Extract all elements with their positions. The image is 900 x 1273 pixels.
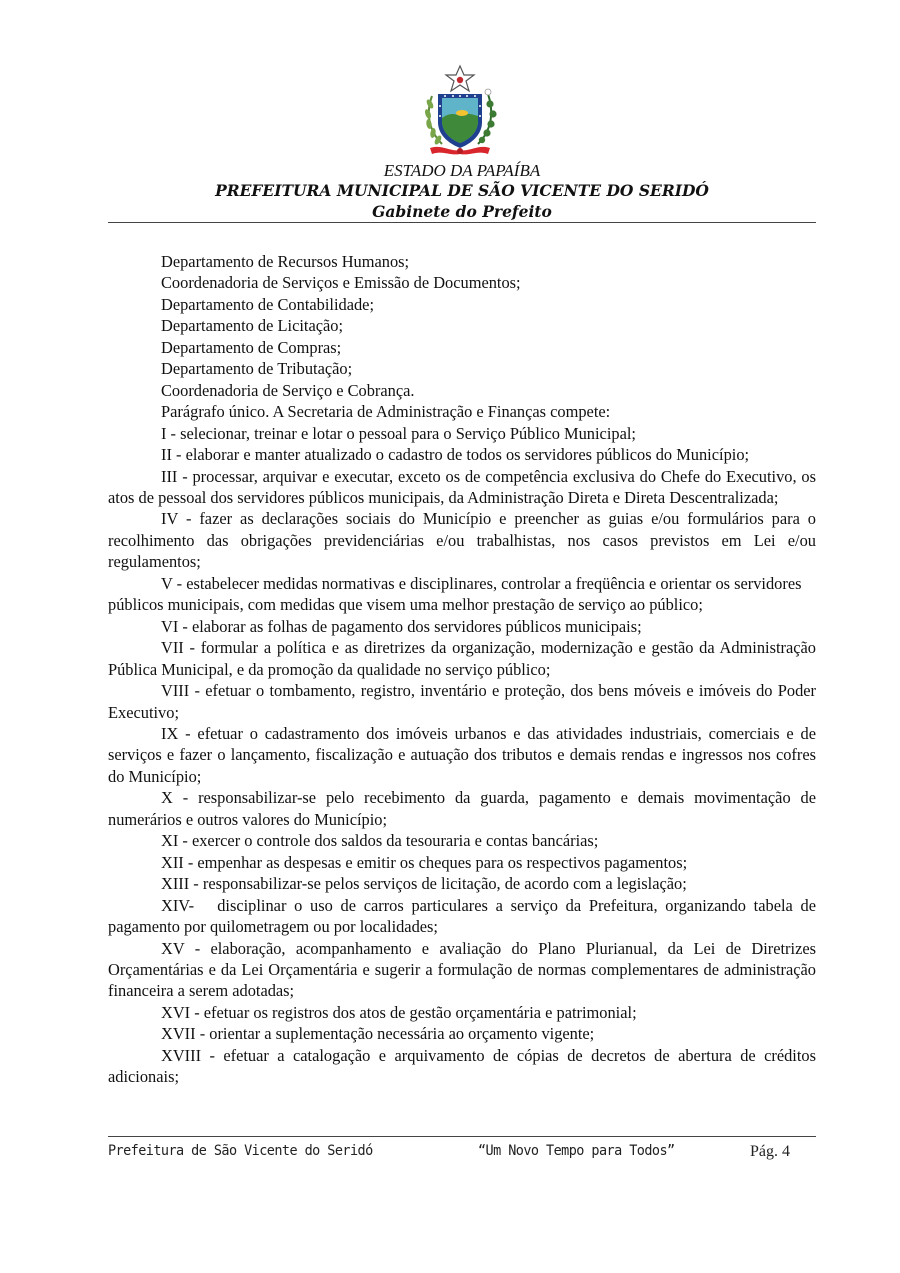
body-paragraph: XV - elaboração, acompanhamento e avaliação do Plano Plurianual, da Lei de Diretrizes Orçamentárias e da Lei Orçamentária e sugerir a formulação de normas complementares de administração financeira a serem adotadas;	[108, 938, 816, 1001]
body-paragraph: XIV- disciplinar o uso de carros particulares a serviço da Prefeitura, organizando tabela de pagamento por quilometragem ou por localidades;	[108, 895, 821, 937]
state-name: ESTADO DA PAPAÍBA	[383, 161, 541, 180]
header-divider	[108, 222, 816, 223]
body-paragraph: Departamento de Tributação;	[161, 359, 353, 379]
body-paragraph: VI - elaborar as folhas de pagamento dos servidores públicos municipais;	[161, 616, 642, 636]
body-paragraph: Departamento de Contabilidade;	[161, 294, 375, 314]
page-number: Pág. 4	[750, 1143, 790, 1160]
body-paragraph: XIII - responsabilizar-se pelos serviços de licitação, de acordo com a legislação;	[161, 874, 687, 894]
body-paragraph: VII - formular a política e as diretrizes da organização, modernização e gestão da Administração Pública Municipal, e da promoção da qualidade no serviço público;	[108, 638, 816, 679]
body-paragraph: III - processar, arquivar e executar, exceto os de competência exclusiva do Chefe do Executivo, os atos de pessoal dos servidores públicos municipais, da Administração Direta e Direta Descentralizada;	[108, 466, 816, 507]
body-paragraph: X - responsabilizar-se pelo recebimento da guarda, pagamento e demais movimentação de numerários e outros valores do Município;	[108, 788, 816, 829]
body-paragraph: XVII - orientar a suplementação necessária ao orçamento vigente;	[161, 1024, 595, 1044]
body-paragraph: Departamento de Compras;	[161, 337, 342, 357]
body-paragraph: Departamento de Recursos Humanos;	[161, 252, 410, 271]
body-paragraph: XVI - efetuar os registros dos atos de gestão orçamentária e patrimonial;	[161, 1002, 637, 1022]
body-paragraph: II - elaborar e manter atualizado o cadastro de todos os servidores públicos do Município;	[161, 445, 750, 465]
body-paragraph: Parágrafo único. A Secretaria de Administração e Finanças compete:	[161, 402, 611, 422]
body-paragraph: V - estabelecer medidas normativas e disciplinares, controlar a freqüência e orientar os servidores públicos municipais, com medidas que visem uma melhor prestação de serviço ao público;	[108, 573, 802, 615]
footer-motto: “Um Novo Tempo para Todos”	[478, 1143, 675, 1159]
body-paragraph: XI - exercer o controle dos saldos da tesouraria e contas bancárias;	[161, 831, 599, 851]
body-paragraph: IV - fazer as declarações sociais do Município e preencher as guias e/ou formulários para o recolhimento das obrigações previdenciárias e/ou trabalhistas, nos casos previstos em Lei e/ou regulamentos;	[108, 509, 816, 572]
body-paragraph: XVIII - efetuar a catalogação e arquivamento de cópias de decretos de abertura de créditos adicionais;	[108, 1045, 816, 1087]
body-paragraph: XII - empenhar as despesas e emitir os cheques para os respectivos pagamentos;	[161, 852, 688, 872]
document-body	[108, 251, 821, 1088]
body-paragraph: Coordenadoria de Serviços e Emissão de Documentos;	[161, 273, 521, 293]
office-subtitle: Gabinete do Prefeito	[372, 202, 552, 221]
footer-municipality: Prefeitura de São Vicente do Seridó	[108, 1143, 373, 1159]
body-paragraph: I - selecionar, treinar e lotar o pessoal para o Serviço Público Municipal;	[161, 423, 636, 443]
body-paragraph: IX - efetuar o cadastramento dos imóveis urbanos e das atividades industriais, comerciais e de serviços e fazer o lançamento, fiscalização e autuação dos tributos e demais rendas e ingressos nos cofres do Município;	[108, 723, 816, 786]
body-paragraph: Coordenadoria de Serviço e Cobrança.	[161, 380, 415, 400]
body-paragraph: VIII - efetuar o tombamento, registro, inventário e proteção, dos bens móveis e imóveis do Poder Executivo;	[108, 681, 816, 722]
coat-of-arms-icon	[418, 64, 502, 158]
body-paragraph: Departamento de Licitação;	[161, 316, 344, 336]
footer-divider	[108, 1136, 816, 1137]
prefeitura-title: PREFEITURA MUNICIPAL DE SÃO VICENTE DO SERIDÓ	[215, 181, 709, 200]
